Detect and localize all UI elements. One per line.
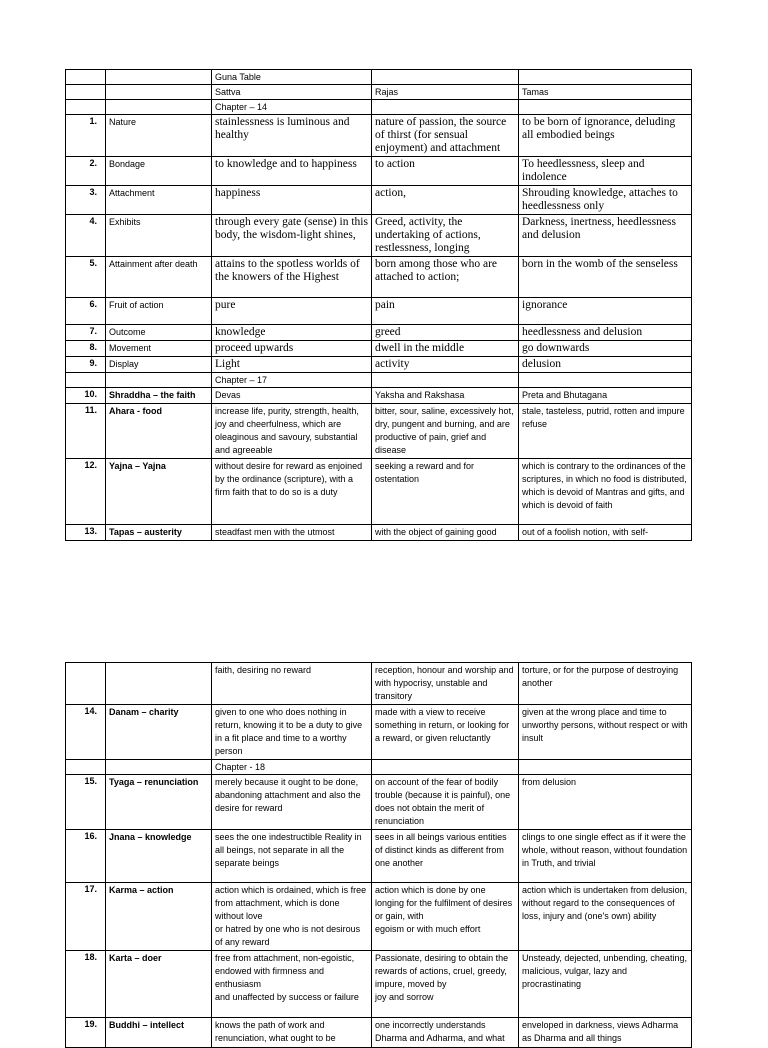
row-label: Movement	[106, 341, 212, 357]
rajas-cell: greed	[372, 325, 519, 341]
sattva-cell: free from attachment, non-egoistic, endowed with firmness and enthusiasm and unaffected by success or failure	[212, 951, 372, 1018]
rajas-cell: action which is done by one longing for the fulfilment of desires or gain, with egoism or with much effort	[372, 883, 519, 951]
tamas-cell: To heedlessness, sleep and indolence	[519, 157, 692, 186]
sattva-cell: stainlessness is luminous and healthy	[212, 115, 372, 157]
rajas-cell: sees in all beings various entities of distinct kinds as different from one another	[372, 830, 519, 883]
rajas-cell: pain	[372, 298, 519, 325]
table-row	[66, 404, 692, 459]
table-title: Guna Table	[212, 70, 372, 85]
row-label: Danam – charity	[106, 705, 212, 760]
sattva-cell: merely because it ought to be done, abandoning attachment and also the desire for reward	[212, 775, 372, 830]
row-label: Exhibits	[106, 215, 212, 257]
tamas-cell: which is contrary to the ordinances of the scriptures, in which no food is distributed, which is devoid of Mantras and gifts, and which is devoid of faith	[519, 459, 692, 525]
rajas-cell: seeking a reward and for ostentation	[372, 459, 519, 525]
table-row	[66, 663, 692, 705]
tamas-cell: to be born of ignorance, deluding all embodied beings	[519, 115, 692, 157]
row-label: Tapas – austerity	[106, 525, 212, 541]
table-row	[66, 459, 692, 525]
sattva-cell: happiness	[212, 186, 372, 215]
row-label: Shraddha – the faith	[106, 388, 212, 404]
table-row	[66, 357, 692, 373]
row-number: 13.	[66, 525, 106, 541]
table-row	[66, 186, 692, 215]
rajas-cell: dwell in the middle	[372, 341, 519, 357]
tamas-cell: torture, or for the purpose of destroying another	[519, 663, 692, 705]
table-row	[66, 830, 692, 883]
row-label: Display	[106, 357, 212, 373]
rajas-cell: made with a view to receive something in return, or looking for a reward, or given reluctantly	[372, 705, 519, 760]
row-label: Yajna – Yajna	[106, 459, 212, 525]
rajas-cell: Passionate, desiring to obtain the rewards of actions, cruel, greedy, impure, moved by joy and sorrow	[372, 951, 519, 1018]
tamas-cell: heedlessness and delusion	[519, 325, 692, 341]
row-number: 8.	[66, 341, 106, 357]
sattva-cell: without desire for reward as enjoined by the ordinance (scripture), with a firm faith that to do so is a duty	[212, 459, 372, 525]
table-row	[66, 1018, 692, 1048]
rajas-cell: to action	[372, 157, 519, 186]
sattva-cell: through every gate (sense) in this body, the wisdom-light shines,	[212, 215, 372, 257]
rajas-cell: nature of passion, the source of thirst (for sensual enjoyment) and attachment	[372, 115, 519, 157]
row-number: 19.	[66, 1018, 106, 1048]
rajas-cell: born among those who are attached to action;	[372, 257, 519, 298]
sattva-cell: proceed upwards	[212, 341, 372, 357]
sattva-cell: Light	[212, 357, 372, 373]
chapter-heading: Chapter - 18	[212, 760, 372, 775]
row-number: 10.	[66, 388, 106, 404]
tamas-cell: enveloped in darkness, views Adharma as Dharma and all things	[519, 1018, 692, 1048]
table-row	[66, 115, 692, 157]
row-label: Karma – action	[106, 883, 212, 951]
rajas-cell: action,	[372, 186, 519, 215]
table-row	[66, 215, 692, 257]
table-row	[66, 298, 692, 325]
table-row	[66, 388, 692, 404]
tamas-cell: Preta and Bhutagana	[519, 388, 692, 404]
table-row	[66, 157, 692, 186]
sattva-cell: action which is ordained, which is free from attachment, which is done without love or hatred by one who is not desirous of any reward	[212, 883, 372, 951]
chapter-heading: Chapter – 14	[212, 100, 372, 115]
row-number: 12.	[66, 459, 106, 525]
tamas-cell: out of a foolish notion, with self-	[519, 525, 692, 541]
sattva-cell: increase life, purity, strength, health, joy and cheerfulness, which are oleaginous and savoury, substantial and agreeable	[212, 404, 372, 459]
rajas-cell: one incorrectly understands Dharma and Adharma, and what	[372, 1018, 519, 1048]
header-tamas: Tamas	[519, 85, 692, 100]
rajas-cell: bitter, sour, saline, excessively hot, dry, pungent and burning, and are productive of pain, grief and disease	[372, 404, 519, 459]
sattva-cell: knows the path of work and renunciation, what ought to be	[212, 1018, 372, 1048]
row-label: Fruit of action	[106, 298, 212, 325]
rajas-cell: reception, honour and worship and with hypocrisy, unstable and transitory	[372, 663, 519, 705]
sattva-cell: given to one who does nothing in return, knowing it to be a duty to give in a fit place and time to a worthy person	[212, 705, 372, 760]
rajas-cell: Greed, activity, the undertaking of actions, restlessness, longing	[372, 215, 519, 257]
rajas-cell: activity	[372, 357, 519, 373]
tamas-cell: Shrouding knowledge, attaches to heedlessness only	[519, 186, 692, 215]
sattva-cell: to knowledge and to happiness	[212, 157, 372, 186]
tamas-cell: given at the wrong place and time to unworthy persons, without respect or with insult	[519, 705, 692, 760]
tamas-cell: Unsteady, dejected, unbending, cheating, malicious, vulgar, lazy and procrastinating	[519, 951, 692, 1018]
tamas-cell: go downwards	[519, 341, 692, 357]
row-label: Attachment	[106, 186, 212, 215]
row-label: Jnana – knowledge	[106, 830, 212, 883]
row-label: Bondage	[106, 157, 212, 186]
row-label: Karta – doer	[106, 951, 212, 1018]
table-row	[66, 775, 692, 830]
row-number: 1.	[66, 115, 106, 157]
row-label: Ahara - food	[106, 404, 212, 459]
tamas-cell: action which is undertaken from delusion, without regard to the consequences of loss, injury and (one's own) ability	[519, 883, 692, 951]
tamas-cell: from delusion	[519, 775, 692, 830]
row-number: 15.	[66, 775, 106, 830]
row-number: 3.	[66, 186, 106, 215]
chapter-heading: Chapter – 17	[212, 373, 372, 388]
table-row	[66, 951, 692, 1018]
guna-table-page-2	[65, 662, 692, 1048]
row-number: 5.	[66, 257, 106, 298]
row-number: 16.	[66, 830, 106, 883]
tamas-cell: stale, tasteless, putrid, rotten and impure refuse	[519, 404, 692, 459]
sattva-cell: steadfast men with the utmost	[212, 525, 372, 541]
row-number: 4.	[66, 215, 106, 257]
table-row	[66, 705, 692, 760]
rajas-cell: on account of the fear of bodily trouble (because it is painful), one does not obtain the merit of renunciation	[372, 775, 519, 830]
row-label: Outcome	[106, 325, 212, 341]
table-row	[66, 257, 692, 298]
table-row	[66, 341, 692, 357]
row-label: Attainment after death	[106, 257, 212, 298]
table-row	[66, 325, 692, 341]
row-label: Buddhi – intellect	[106, 1018, 212, 1048]
row-number: 6.	[66, 298, 106, 325]
row-number: 14.	[66, 705, 106, 760]
sattva-cell: knowledge	[212, 325, 372, 341]
rajas-cell: Yaksha and Rakshasa	[372, 388, 519, 404]
tamas-cell: delusion	[519, 357, 692, 373]
rajas-cell: with the object of gaining good	[372, 525, 519, 541]
tamas-cell: born in the womb of the senseless	[519, 257, 692, 298]
row-number: 2.	[66, 157, 106, 186]
row-number: 9.	[66, 357, 106, 373]
row-label: Nature	[106, 115, 212, 157]
tamas-cell: Darkness, inertness, heedlessness and delusion	[519, 215, 692, 257]
header-rajas: Rajas	[372, 85, 519, 100]
guna-table-page-1	[65, 69, 692, 541]
header-sattva: Sattva	[212, 85, 372, 100]
row-number: 18.	[66, 951, 106, 1018]
table-row	[66, 883, 692, 951]
row-label: Tyaga – renunciation	[106, 775, 212, 830]
table-row	[66, 525, 692, 541]
row-number: 17.	[66, 883, 106, 951]
sattva-cell: faith, desiring no reward	[212, 663, 372, 705]
sattva-cell: Devas	[212, 388, 372, 404]
tamas-cell: ignorance	[519, 298, 692, 325]
sattva-cell: attains to the spotless worlds of the knowers of the Highest	[212, 257, 372, 298]
sattva-cell: sees the one indestructible Reality in all beings, not separate in all the separate beings	[212, 830, 372, 883]
row-number: 11.	[66, 404, 106, 459]
sattva-cell: pure	[212, 298, 372, 325]
row-number: 7.	[66, 325, 106, 341]
tamas-cell: clings to one single effect as if it were the whole, without reason, without foundation in Truth, and trivial	[519, 830, 692, 883]
